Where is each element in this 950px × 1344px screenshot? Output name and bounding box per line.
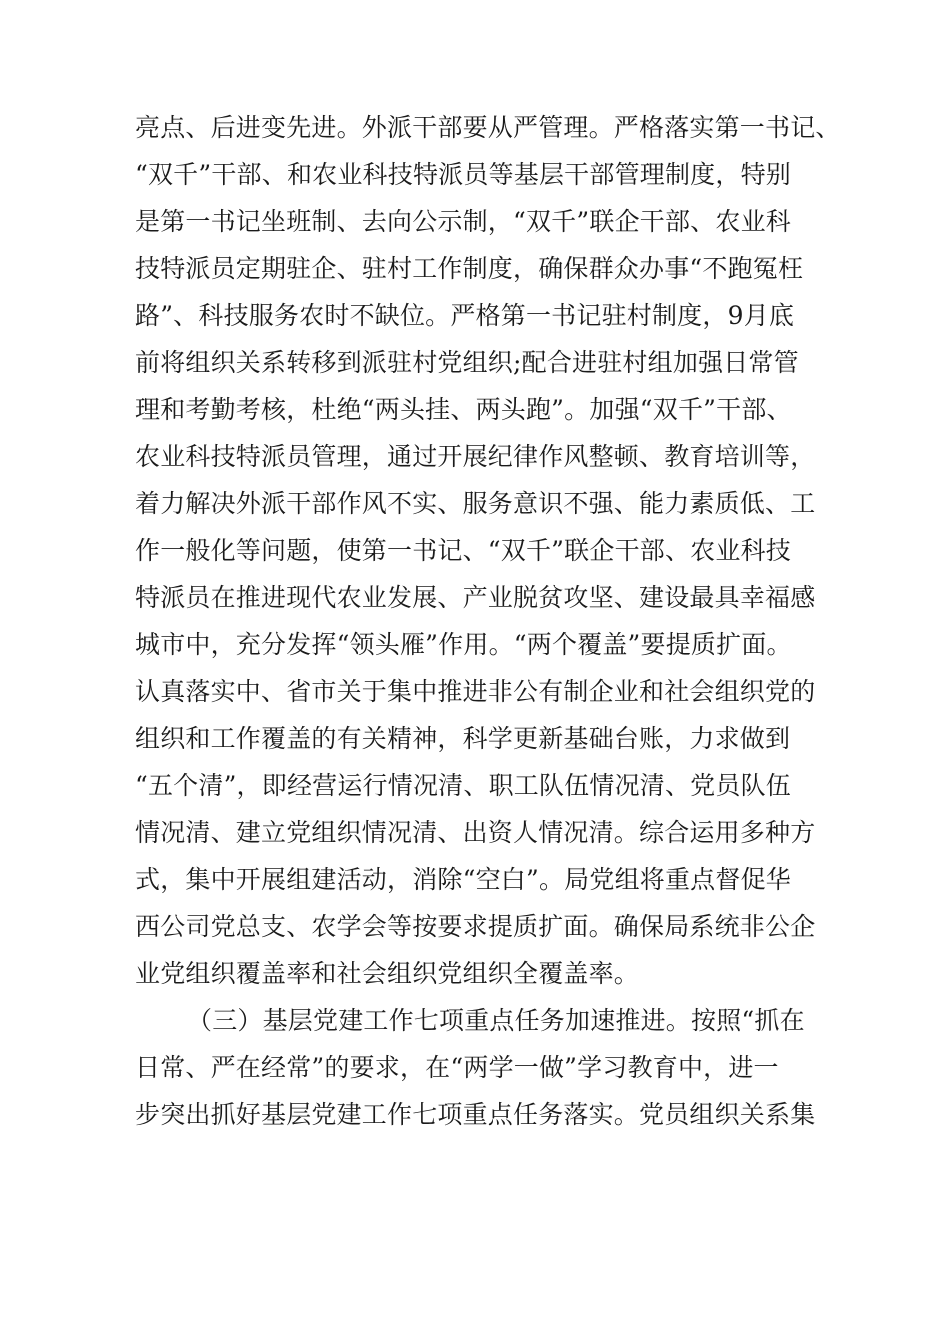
text-line: 是第一书记坐班制、去向公示制，“双千”联企干部、农业科	[135, 207, 791, 236]
text-line: 城市中，充分发挥“领头雁”作用。“两个覆盖”要提质扩面。	[135, 630, 792, 659]
text-line: 亮点、后进变先进。外派干部要从严管理。严格落实第一书记、	[135, 113, 841, 142]
text-line: 理和考勤考核，杜绝“两头挂、两头跑”。加强“双千”干部、	[135, 395, 792, 424]
text-line: “双千”干部、和农业科技特派员等基层干部管理制度，特别	[135, 160, 791, 189]
text-line: 特派员在推进现代农业发展、产业脱贫攻坚、建设最具幸福感	[135, 583, 816, 612]
text-line: 组织和工作覆盖的有关精神，科学更新基础台账，力求做到	[135, 724, 791, 753]
text-line: 认真落实中、省市关于集中推进非公有制企业和社会组织党的	[135, 677, 816, 706]
text-line: 步突出抓好基层党建工作七项重点任务落实。党员组织关系集	[135, 1100, 816, 1129]
text-line: 业党组织覆盖率和社会组织党组织全覆盖率。	[135, 959, 640, 988]
text-line: 前将组织关系转移到派驻村党组织;配合进驻村组加强日常管	[135, 348, 799, 377]
text-line: 着力解决外派干部作风不实、服务意识不强、能力素质低、工	[135, 489, 816, 518]
text-line: 技特派员定期驻企、驻村工作制度，确保群众办事“不跑冤枉	[135, 254, 804, 283]
section-heading-line: （三）基层党建工作七项重点任务加速推进。按照“抓在	[187, 1006, 805, 1035]
text-line: “五个清”，即经营运行情况清、职工队伍情况清、党员队伍	[135, 771, 791, 800]
text-line: 西公司党总支、农学会等按要求提质扩面。确保局系统非公企	[135, 912, 816, 941]
text-line: 日常、严在经常”的要求，在“两学一做”学习教育中，进一	[135, 1053, 779, 1082]
text-line: 农业科技特派员管理，通过开展纪律作风整顿、教育培训等，	[135, 442, 816, 471]
text-line: 作一般化等问题，使第一书记、“双千”联企干部、农业科技	[135, 536, 791, 565]
document-body	[135, 104, 841, 1138]
text-line: 情况清、建立党组织情况清、出资人情况清。综合运用多种方	[135, 818, 816, 847]
text-line: 路”、科技服务农时不缺位。严格第一书记驻村制度，9月底	[135, 301, 795, 330]
text-line: 式，集中开展组建活动，消除“空白”。局党组将重点督促华	[135, 865, 791, 894]
